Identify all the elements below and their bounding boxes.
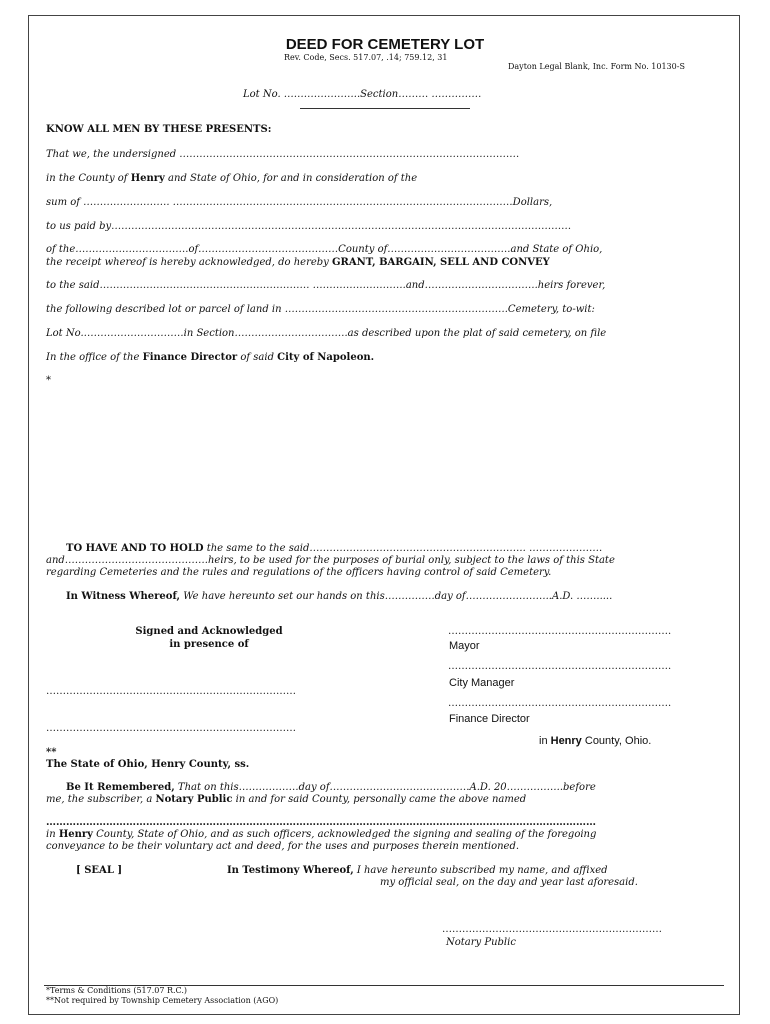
know-all-heading: KNOW ALL MEN BY THESE PRESENTS: xyxy=(46,124,272,135)
city-manager-label: City Manager xyxy=(449,677,515,689)
state-line: The State of Ohio, Henry County, ss. xyxy=(46,759,250,770)
witness-signature-2: ………………………………………………………………… xyxy=(46,723,296,734)
undersigned-line: That we, the undersigned ………………………………………………………………………………………… xyxy=(46,149,520,160)
of-line: of the…………………………….of……………………………………County of……………………………….and State of Ohio, xyxy=(46,244,603,255)
sum-line: sum of ……….……………. …………………………………………………………………………………………Dollars, xyxy=(46,197,553,208)
named-persons-line: ………………………………………………………………………………………………………………………………………………… xyxy=(46,817,596,828)
henry-county-line: in Henry County, State of Ohio, and as such officers, acknowledged the signing and sealing of the foregoing xyxy=(46,829,597,840)
remembered-line-1: Be It Remembered, That on this………………day of……………………………………A.D. 20……………..before xyxy=(66,782,596,793)
hold-line-3: regarding Cemeteries and the rules and regulations of the officers having control of said Cemetery. xyxy=(46,567,552,578)
witness-line: In Witness Whereof, We have hereunto set our hands on this……………day of……………………..A.D. ……..... xyxy=(66,591,613,602)
lot-section-line: Lot No. …………………..Section……… …………… xyxy=(243,89,482,100)
seal-placeholder: [ SEAL ] xyxy=(76,865,123,876)
said-line: to the said……………………………………………………… ……………………….and…………………………….heirs forever, xyxy=(46,280,606,291)
county-ohio-line: in Henry County, Ohio. xyxy=(539,735,652,747)
document-title: DEED FOR CEMETERY LOT xyxy=(285,36,485,53)
hold-line-1: TO HAVE AND TO HOLD the same to the said……………………………………………………….. …………………. xyxy=(66,543,603,554)
code-reference: Rev. Code, Secs. 517.07, .14; 759.12, 31 xyxy=(284,53,448,62)
footnote-1: *Terms & Conditions (517.07 R.C.) xyxy=(46,986,188,995)
finance-director-label: Finance Director xyxy=(449,713,530,725)
conveyance-line: conveyance to be their voluntary act and deed, for the uses and purposes therein mentioned. xyxy=(46,841,520,852)
lot-no-line: Lot No.…………………………in Section…………………………….as described upon the plat of said cemetery, on file xyxy=(46,328,607,339)
mayor-signature-line: …………………………………………………………. xyxy=(448,626,672,637)
finance-director-signature-line: …………………………………………………………. xyxy=(448,698,672,709)
hold-line-2: and…………………………………….heirs, to be used for the purposes of burial only, subject to the laws of this State xyxy=(46,555,615,566)
receipt-line: the receipt whereof is hereby acknowledged, do hereby GRANT, BARGAIN, SELL AND CONVEY xyxy=(46,257,550,268)
notary-label: Notary Public xyxy=(446,937,516,948)
city-manager-signature-line: …………………………………………………………. xyxy=(448,661,672,672)
double-asterisk: ** xyxy=(46,747,57,758)
following-line: the following described lot or parcel of land in ………………………………………………………….Cemetery, to-wit: xyxy=(46,304,595,315)
asterisk-mark: * xyxy=(46,375,51,386)
mayor-label: Mayor xyxy=(449,640,480,652)
form-number: Dayton Legal Blank, Inc. Form No. 10130-S xyxy=(508,62,685,71)
notary-signature-line: ………………………………………………………… xyxy=(442,924,662,935)
testimony-line: In Testimony Whereof, I have hereunto subscribed my name, and affixed xyxy=(227,865,608,876)
footnote-2: **Not required by Township Cemetery Association (AGO) xyxy=(46,996,279,1005)
official-seal-line: my official seal, on the day and year last aforesaid. xyxy=(380,877,638,888)
county-line: in the County of Henry and State of Ohio, for and in consideration of the xyxy=(46,173,418,184)
paid-line: to us paid by………………………………………………………………………………………………………………………… xyxy=(46,221,572,232)
in-presence-of: in presence of xyxy=(169,639,249,650)
signed-acknowledged: Signed and Acknowledged xyxy=(135,626,283,637)
office-line: In the office of the Finance Director of said City of Napoleon. xyxy=(46,352,375,363)
remembered-line-2: me, the subscriber, a Notary Public in and for said County, personally came the above named xyxy=(46,794,527,805)
underline-rule xyxy=(300,108,470,109)
witness-signature-1: ………………………………………………………………… xyxy=(46,686,296,697)
